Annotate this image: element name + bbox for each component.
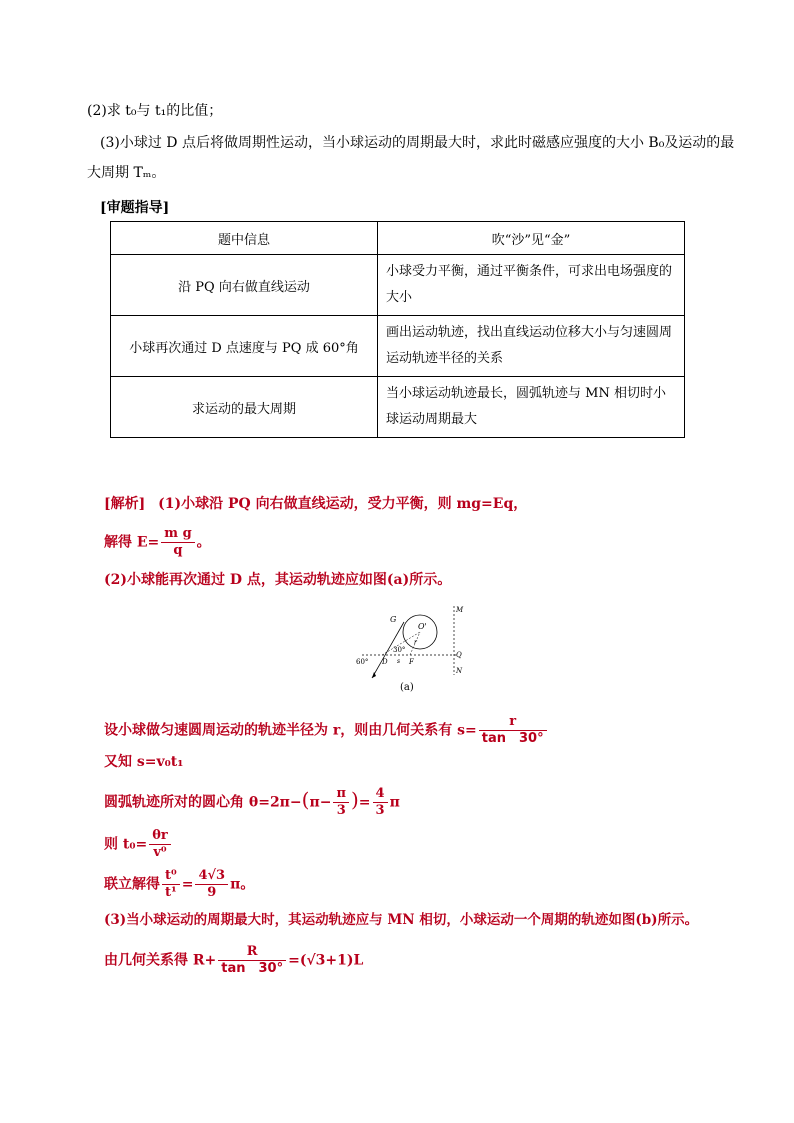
question-part-3-line2: 大周期 Tₘ。 <box>87 165 166 181</box>
fraction <box>333 786 349 819</box>
trajectory-figure-a <box>352 600 472 695</box>
figure-caption: (a) <box>400 682 414 693</box>
fraction-numerator: t⁰ <box>162 868 180 885</box>
solution-part-1 <box>104 494 527 514</box>
fraction-denominator: tan 30° <box>221 961 284 976</box>
guide-insight-cell: 小球受力平衡，通过平衡条件，可求出电场强度的大小 <box>378 255 685 316</box>
fraction-denominator: 9 <box>207 885 217 900</box>
table-row <box>111 377 685 438</box>
equals-sign: = <box>358 794 371 811</box>
formula-suffix: 。 <box>196 534 211 551</box>
fraction <box>479 714 547 747</box>
arrow-icon <box>372 672 376 678</box>
fraction <box>218 944 286 977</box>
guide-table <box>110 221 685 438</box>
solution-tag: [解析] <box>104 496 146 512</box>
label-f: F <box>409 658 414 666</box>
guide-title: [审题指导] <box>100 200 170 216</box>
formula-prefix: 联立解得 <box>104 876 160 893</box>
table-row <box>111 255 685 316</box>
fraction <box>373 786 388 819</box>
fraction-denominator: tan 30° <box>481 731 544 746</box>
formula-middle: π− <box>309 794 332 811</box>
formula-prefix: 由几何关系得 R+ <box>104 952 217 969</box>
solution-part-3: (3)当小球运动的周期最大时，其运动轨迹应与 MN 相切，小球运动一个周期的轨迹如图(b)所示。 <box>104 912 699 928</box>
question-part-3-line1: (3)小球过 D 点后将做周期性运动，当小球运动的周期最大时，求此时磁感应强度的大小 B₀及运动的最 <box>100 135 735 151</box>
guide-info-cell: 小球再次通过 D 点速度与 PQ 成 60°角 <box>111 316 378 377</box>
table-row <box>111 316 685 377</box>
fraction-denominator: v⁰ <box>153 845 167 860</box>
formula-prefix: 解得 E= <box>104 534 160 551</box>
label-d: D <box>382 658 388 666</box>
question-part-2: (2)求 t₀与 t₁的比值； <box>87 103 223 119</box>
fraction-numerator: m g <box>161 526 194 543</box>
label-g: G <box>390 615 397 624</box>
guide-insight-cell: 画出运动轨迹，找出直线运动位移大小与匀速圆周运动轨迹半径的关系 <box>378 316 685 377</box>
fraction-denominator: q <box>173 543 183 558</box>
equals-sign: = <box>181 876 194 893</box>
formula-suffix: π。 <box>230 876 255 893</box>
solution-displacement: 又知 s=v₀t₁ <box>104 754 184 770</box>
formula-suffix: π <box>389 794 400 811</box>
solution-geometry-relation <box>104 944 363 977</box>
fraction-denominator: t¹ <box>165 885 177 900</box>
fraction-numerator: π <box>333 786 349 803</box>
label-m: M <box>456 606 464 614</box>
label-o: O' <box>418 622 427 631</box>
label-n: N <box>456 667 463 675</box>
solution-radius-relation <box>104 714 549 747</box>
solution-central-angle: 圆弧轨迹所对的圆心角 θ=2π−(π− $\frac{\pi}{3}$ )= $\frac{4}{3}$ π <box>104 786 400 818</box>
solution-field-strength <box>104 526 211 559</box>
solution-ratio <box>104 868 254 901</box>
formula-prefix: 圆弧轨迹所对的圆心角 θ=2π− <box>104 794 302 811</box>
fraction <box>149 828 171 861</box>
solution-t0 <box>104 828 173 861</box>
fraction-denominator: 3 <box>336 803 346 818</box>
fraction <box>195 868 228 901</box>
label-q: Q <box>456 651 462 659</box>
fraction-denominator: 3 <box>375 803 385 818</box>
guide-header-info: 题中信息 <box>111 222 378 255</box>
guide-info-cell: 沿 PQ 向右做直线运动 <box>111 255 378 316</box>
fraction-numerator: θr <box>149 828 171 845</box>
label-s: s <box>397 658 401 665</box>
fraction-numerator: 4 <box>373 786 388 803</box>
formula-prefix: 则 t₀= <box>104 836 148 853</box>
guide-info-cell: 求运动的最大周期 <box>111 377 378 438</box>
solution-part-2: (2)小球能再次通过 D 点，其运动轨迹应如图(a)所示。 <box>104 572 452 588</box>
label-angle-60: 60° <box>356 658 369 666</box>
guide-header-insight: 吹“沙”见“金” <box>378 222 685 255</box>
formula-suffix: =(√3+1)L <box>288 952 364 969</box>
fraction-numerator: 4√3 <box>195 868 228 885</box>
fraction <box>162 868 180 901</box>
label-angle-30: 30° <box>393 646 406 654</box>
fraction-numerator: r <box>479 714 547 731</box>
formula-prefix: 设小球做匀速圆周运动的轨迹半径为 r，则由几何关系有 s= <box>104 722 477 739</box>
solution-text: (1)小球沿 PQ 向右做直线运动，受力平衡，则 mg=Eq， <box>158 496 528 512</box>
guide-insight-cell: 当小球运动轨迹最长，圆弧轨迹与 MN 相切时小球运动周期最大 <box>378 377 685 438</box>
label-r: r <box>414 639 417 646</box>
fraction-numerator: R <box>218 944 286 961</box>
fraction <box>161 526 194 559</box>
